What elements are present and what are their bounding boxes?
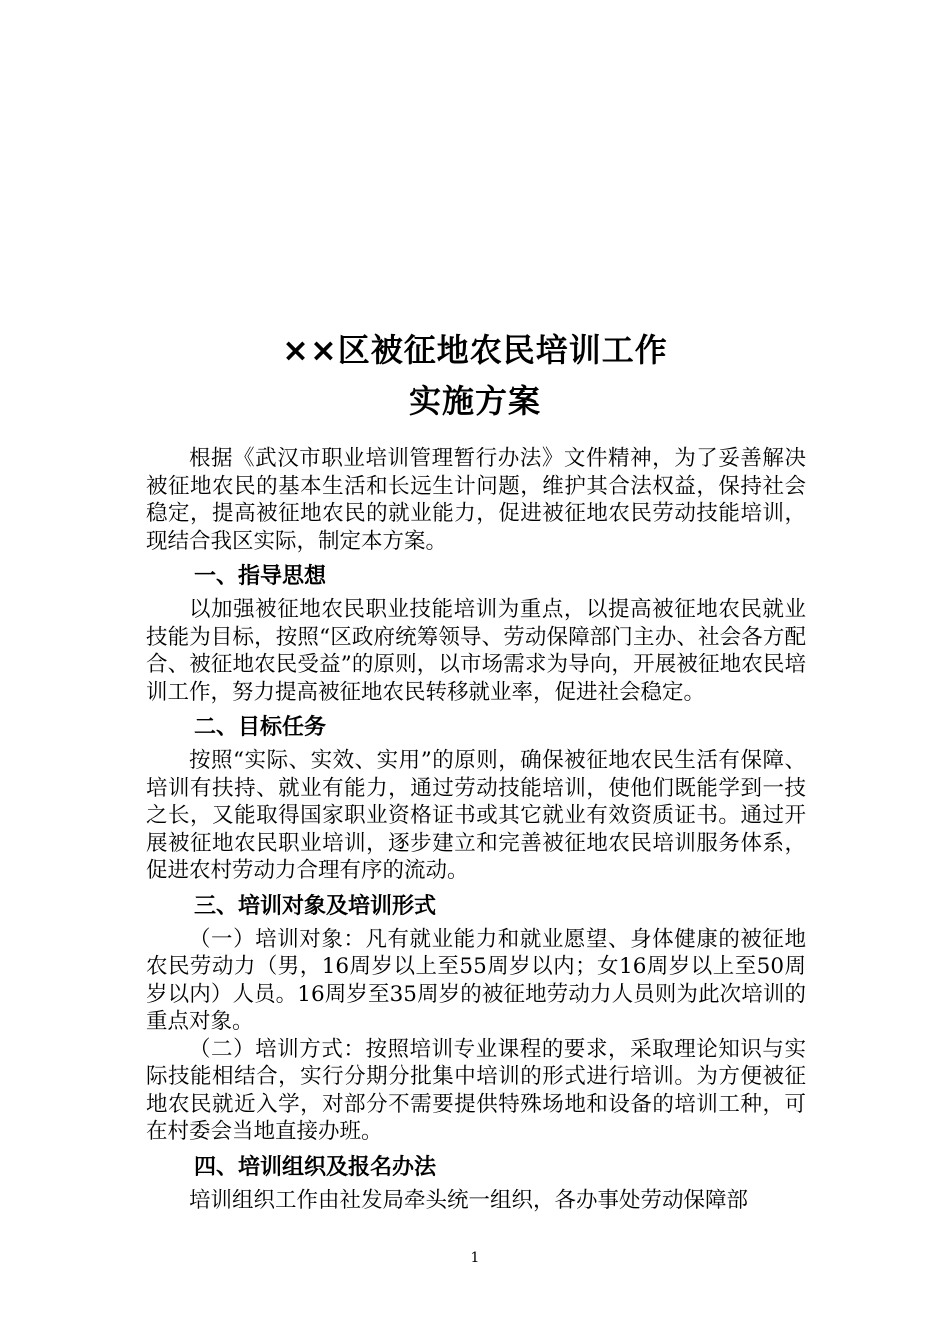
section-paragraph-guiding-ideology: 以加强被征地农民职业技能培训为重点，以提高被征地农民就业技能为目标，按照“区政府统筹领导、劳动保障部门主办、社会各方配合、被征地农民受益”的原则，以市场需求为导向，开展被征地农民培训工作，努力提高被征地农民转移就业率，促进社会稳定。 xyxy=(146,597,806,705)
document-subtitle: 实施方案 xyxy=(408,382,541,420)
section-heading-organization: 四、培训组织及报名办法 xyxy=(194,1154,437,1180)
intro-paragraph: 根据《武汉市职业培训管理暂行办法》文件精神，为了妥善解决被征地农民的基本生活和长远生计问题，维护其合法权益，保持社会稳定，提高被征地农民的就业能力，促进被征地农民劳动技能培训，现结合我区实际，制定本方案。 xyxy=(146,446,806,554)
section-paragraph-goals: 按照“实际、实效、实用”的原则，确保被征地农民生活有保障、培训有扶持、就业有能力，通过劳动技能培训，使他们既能学到一技之长，又能取得国家职业资格证书或其它就业有效资质证书。通过开展被征地农民职业培训，逐步建立和完善被征地农民培训服务体系，促进农村劳动力合理有序的流动。 xyxy=(146,748,806,883)
section-item-training-targets: （一）培训对象：凡有就业能力和就业愿望、身体健康的被征地农民劳动力（男，16周岁以上至55周岁以内；女16周岁以上至50周岁以内）人员。16周岁至35周岁的被征地劳动力人员则为此次培训的重点对象。 xyxy=(146,926,806,1034)
section-heading-guiding-ideology: 一、指导思想 xyxy=(194,564,327,589)
section-heading-training-targets: 三、培训对象及培训形式 xyxy=(194,893,437,919)
page-number: 1 xyxy=(470,1250,480,1266)
document-title: ××区被征地农民培训工作 xyxy=(282,331,668,369)
section-paragraph-organization: 培训组织工作由社发局牵头统一组织，各办事处劳动保障部 xyxy=(189,1187,749,1213)
document-body xyxy=(146,445,806,1214)
section-heading-goals: 二、目标任务 xyxy=(194,715,327,740)
section-item-training-methods: （二）培训方式：按照培训专业课程的要求，采取理论知识与实际技能相结合，实行分期分批集中培训的形式进行培训。为方便被征地农民就近入学，对部分不需要提供特殊场地和设备的培训工种，可在村委会当地直接办班。 xyxy=(146,1036,806,1144)
